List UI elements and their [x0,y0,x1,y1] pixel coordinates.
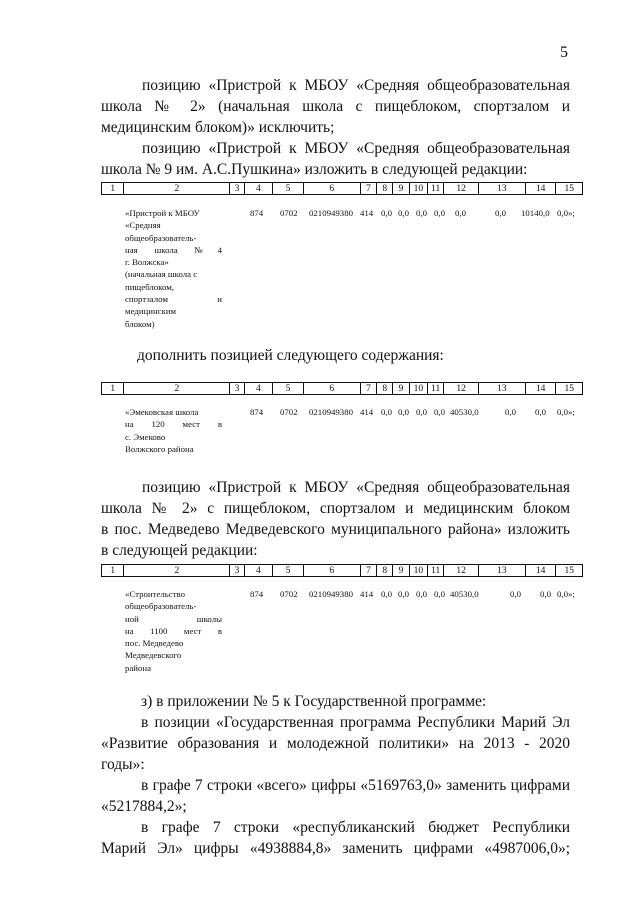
paragraph-edit-position [101,138,570,180]
cell-col15: 0,0»; [557,208,575,218]
name-line: ная школа №4 [125,244,222,255]
col-header: 15 [556,183,583,195]
col-header: 11 [428,183,444,195]
text-line: в позиции «Государственная программа Республики Марий Эл [141,714,570,731]
col-header: 11 [428,383,444,395]
text-line: школа № 9 им. А.С.Пушкина» изложить в следующей редакции: [101,161,528,178]
text-line: в графе 7 строки «республиканский бюджет Республики [141,819,570,836]
cell-col14: 0,0 [540,589,551,599]
name-line: «Пристрой к МБОУ [125,208,200,218]
cell-col11: 0,0 [434,208,445,218]
text-line: Марий Эл» цифры «4938884,8» заменить цифрами «4987006,0»; [101,840,570,857]
col-header: 2 [124,183,230,195]
cell-col14: 10140,0 [521,208,550,218]
col-header: 12 [444,183,479,195]
col-header: 3 [230,183,244,195]
cell-col8: 0,0 [381,407,392,417]
name-line: общеобразователь- [125,601,197,612]
text-line: школа № 2» с пищеблоком, спортзалом и медицинским блоком [101,500,570,517]
page-number: 5 [560,44,568,61]
col-header: 14 [525,183,556,195]
cell-col6: 0210949380 [309,589,353,599]
cell-col6: 0210949380 [309,407,353,417]
cell-col13: 0,0 [505,407,516,417]
name-line: спортзалом и [125,294,222,305]
cell-col11: 0,0 [434,407,445,417]
col-header: 13 [478,383,525,395]
col-header: 7 [360,383,376,395]
col-header: 1 [102,565,124,577]
paragraph-appendix-5 [101,691,570,859]
col-header: 7 [360,183,376,195]
col-header: 14 [525,383,556,395]
col-header: 6 [303,565,360,577]
table-header [101,182,583,195]
name-line: ной школы [125,613,222,624]
cell-col14: 0,0 [535,407,546,417]
col-header: 14 [525,565,556,577]
col-header: 10 [409,383,427,395]
col-header: 4 [244,565,273,577]
col-header: 8 [377,383,393,395]
cell-col6: 0210949380 [309,208,353,218]
cell-col11: 0,0 [434,589,445,599]
col-header: 4 [244,383,273,395]
name-line: «Эмековская школа [125,407,199,417]
text-line: «5217884,2»; [101,798,187,815]
col-header: 13 [478,183,525,195]
cell-col13: 0,0 [510,589,521,599]
col-header: 11 [428,565,444,577]
paragraph-remove-position [101,75,570,138]
cell-col4: 874 [250,589,264,599]
name-line: Волжского района [125,443,194,454]
col-header: 1 [102,383,124,395]
col-header: 9 [393,565,409,577]
text-line: в следующей редакции: [101,542,258,559]
text-line: позицию «Пристрой к МБОУ «Средняя общеобразовательная [142,140,570,157]
cell-col4: 874 [250,208,264,218]
cell-col9: 0,0 [398,589,409,599]
cell-col15: 0,0»; [557,589,575,599]
col-header: 6 [303,383,360,395]
name-line: «Средняя [125,220,161,231]
text-line: в графе 7 строки «всего» цифры «5169763,0» заменить цифрами [141,777,570,794]
cell-col7: 414 [360,589,374,599]
col-header: 1 [102,183,124,195]
text-line: позицию «Пристрой к МБОУ «Средняя общеобразовательная [142,479,570,496]
col-header: 8 [377,565,393,577]
col-header: 2 [124,383,230,395]
cell-col15: 0,0»; [557,407,575,417]
col-header: 8 [377,183,393,195]
cell-col9: 0,0 [398,407,409,417]
cell-col4: 874 [250,407,264,417]
text-line: «Развитие образования и молодежной политики» на 2013 - 2020 годы»: [101,735,570,773]
table-header [101,564,583,577]
cell-col5: 0702 [280,407,298,417]
name-line: на 120 мест в [125,419,222,430]
name-line: блоком) [125,318,155,329]
name-line: на 1100 мест в [125,625,222,636]
subheading-add-position: дополнить позицией следующего содержания: [137,347,444,364]
text-line: школа № 2» (начальная школа с пищеблоком, спортзалом и [101,98,570,115]
name-line: пищеблоком, [125,281,174,292]
cell-col5: 0702 [280,208,298,218]
name-line: пос. Медведево [125,638,184,649]
col-header: 15 [556,565,583,577]
text-line: медицинским блоком)» исключить; [101,119,335,136]
cell-col5: 0702 [280,589,298,599]
row-name-cell [125,207,222,330]
cell-col13: 0,0 [495,208,506,218]
cell-col10: 0,0 [416,589,427,599]
cell-col12: 40530,0 [450,589,479,599]
col-header: 5 [273,383,304,395]
col-header: 4 [244,183,273,195]
cell-col8: 0,0 [381,208,392,218]
cell-col7: 414 [360,208,374,218]
cell-col10: 0,0 [416,407,427,417]
name-line: Медведевского [125,650,182,661]
col-header: 7 [360,565,376,577]
name-line: «Строительство [125,589,185,599]
name-line: с. Эмеково [125,431,166,442]
name-line: общеобразователь- [125,232,197,243]
table-header [101,382,583,395]
col-header: 12 [444,383,479,395]
col-header: 6 [303,183,360,195]
cell-col12: 0,0 [455,208,466,218]
name-line: медицинским [125,306,177,317]
col-header: 15 [556,383,583,395]
col-header: 9 [393,383,409,395]
cell-col9: 0,0 [398,208,409,218]
cell-col12: 40530,0 [450,407,479,417]
name-line: г. Волжска» [125,257,169,268]
name-line: (начальная школа с [125,269,198,280]
col-header: 13 [478,565,525,577]
row-name-cell [125,406,222,455]
cell-col7: 414 [360,407,374,417]
text-line: з) в приложении № 5 к Государственной программе: [141,693,487,710]
col-header: 12 [444,565,479,577]
col-header: 3 [230,383,244,395]
col-header: 9 [393,183,409,195]
col-header: 10 [409,565,427,577]
cell-col10: 0,0 [416,208,427,218]
text-line: в пос. Медведево Медведевского муниципального района» изложить [101,521,570,538]
col-header: 10 [409,183,427,195]
col-header: 5 [273,183,304,195]
text-line: позицию «Пристрой к МБОУ «Средняя общеобразовательная [142,77,570,94]
col-header: 2 [124,565,230,577]
cell-col8: 0,0 [381,589,392,599]
col-header: 3 [230,565,244,577]
name-line: района [125,662,152,673]
paragraph-edit-position-2 [101,477,570,561]
col-header: 5 [273,565,304,577]
row-name-cell [125,588,222,674]
